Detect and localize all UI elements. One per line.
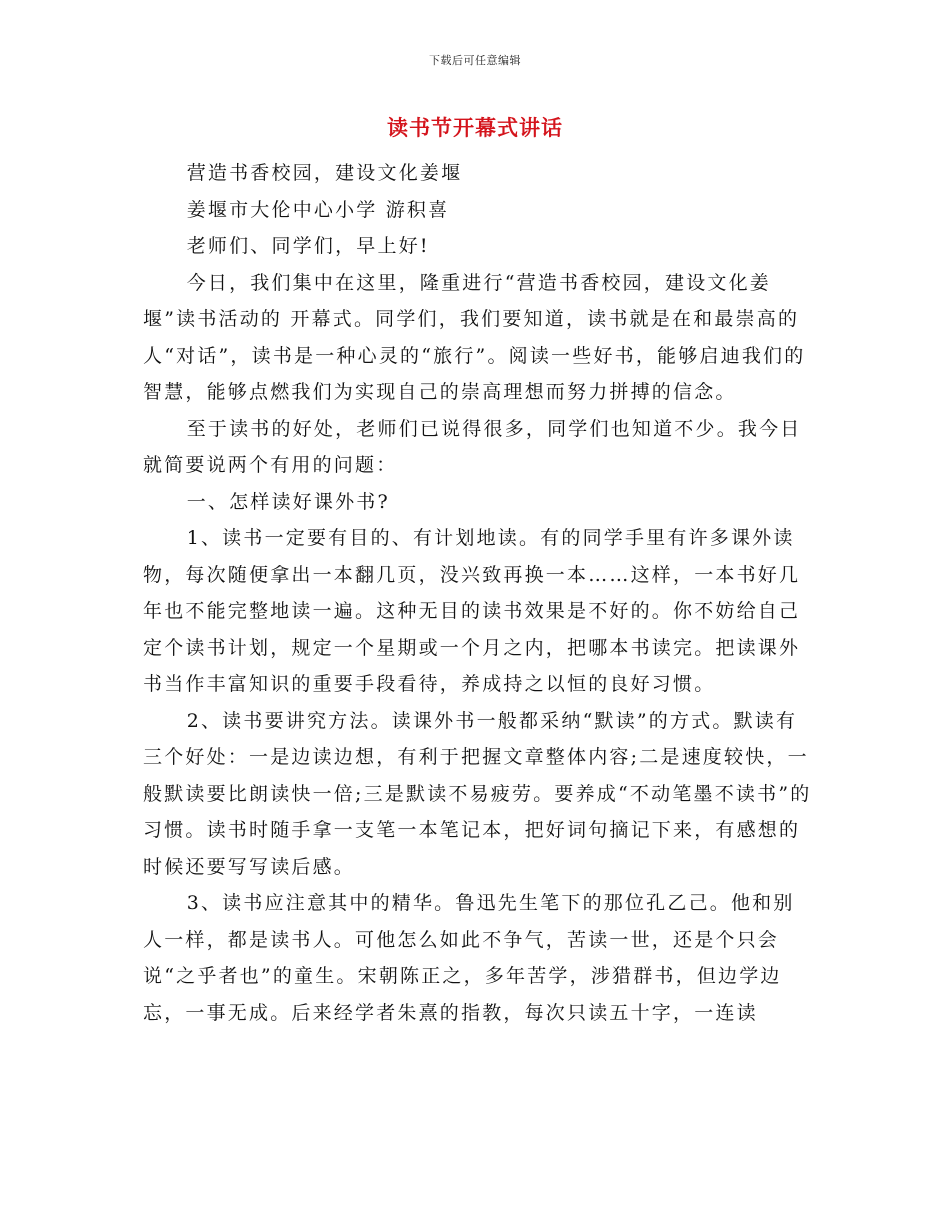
paragraph-intro: 今日，我们集中在这里，隆重进行“营造书香校园，建设文化姜堰”读书活动的 开幕式。同学们，我们要知道，读书就是在和最崇高的人“对话”，读书是一种心灵的“旅行”。阅读一些好书，能够启迪我们的智慧，能够点燃我们为实现自己的崇高理想而努力拼搏的信念。 bbox=[143, 271, 806, 403]
paragraph-author: 姜堰市大伦中心小学 游积喜 bbox=[186, 198, 450, 221]
paragraph-greeting: 老师们、同学们，早上好! bbox=[186, 235, 430, 257]
document-title: 读书节开幕式讲话 bbox=[387, 115, 563, 140]
paragraph-point-1: 1、读书一定要有目的、有计划地读。有的同学手里有许多课外读物，每次随便拿出一本翻几页，没兴致再换一本……这样，一本书好几年也不能完整地读一遍。这种无目的读书效果是不好的。你不妨给自己定个读书计划，规定一个星期或一个月之内，把哪本书读完。把读课外书当作丰富知识的重要手段看待，养成持之以恒的良好习惯。 bbox=[143, 527, 801, 695]
paragraph-section-heading: 一、怎样读好课外书? bbox=[186, 490, 390, 513]
paragraph-subtitle: 营造书香校园，建设文化姜堰 bbox=[186, 162, 463, 184]
header-note: 下载后可任意编辑 bbox=[429, 54, 521, 67]
document-body bbox=[143, 155, 813, 1031]
paragraph-point-2: 2、读书要讲究方法。读课外书一般都采纳“默读”的方式。默读有三个好处：一是边读边想，有利于把握文章整体内容;二是速度较快，一般默读要比朗读快一倍;三是默读不易疲劳。要养成“不动笔墨不读书”的习惯。读书时随手拿一支笔一本笔记本，把好词句摘记下来，有感想的时候还要写写读后感。 bbox=[143, 709, 812, 878]
paragraph-benefits: 至于读书的好处，老师们已说得很多，同学们也知道不少。我今日就简要说两个有用的问题： bbox=[143, 417, 802, 476]
paragraph-point-3: 3、读书应注意其中的精华。鲁迅先生笔下的那位孔乙己。他和别人一样，都是读书人。可他怎么如此不争气，苦读一世，还是个只会说“之乎者也”的童生。宋朝陈正之，多年苦学，涉猎群书，但边学边忘，一事无成。后来经学者朱熹的指教，每次只读五十字，一连读 bbox=[143, 892, 795, 1024]
